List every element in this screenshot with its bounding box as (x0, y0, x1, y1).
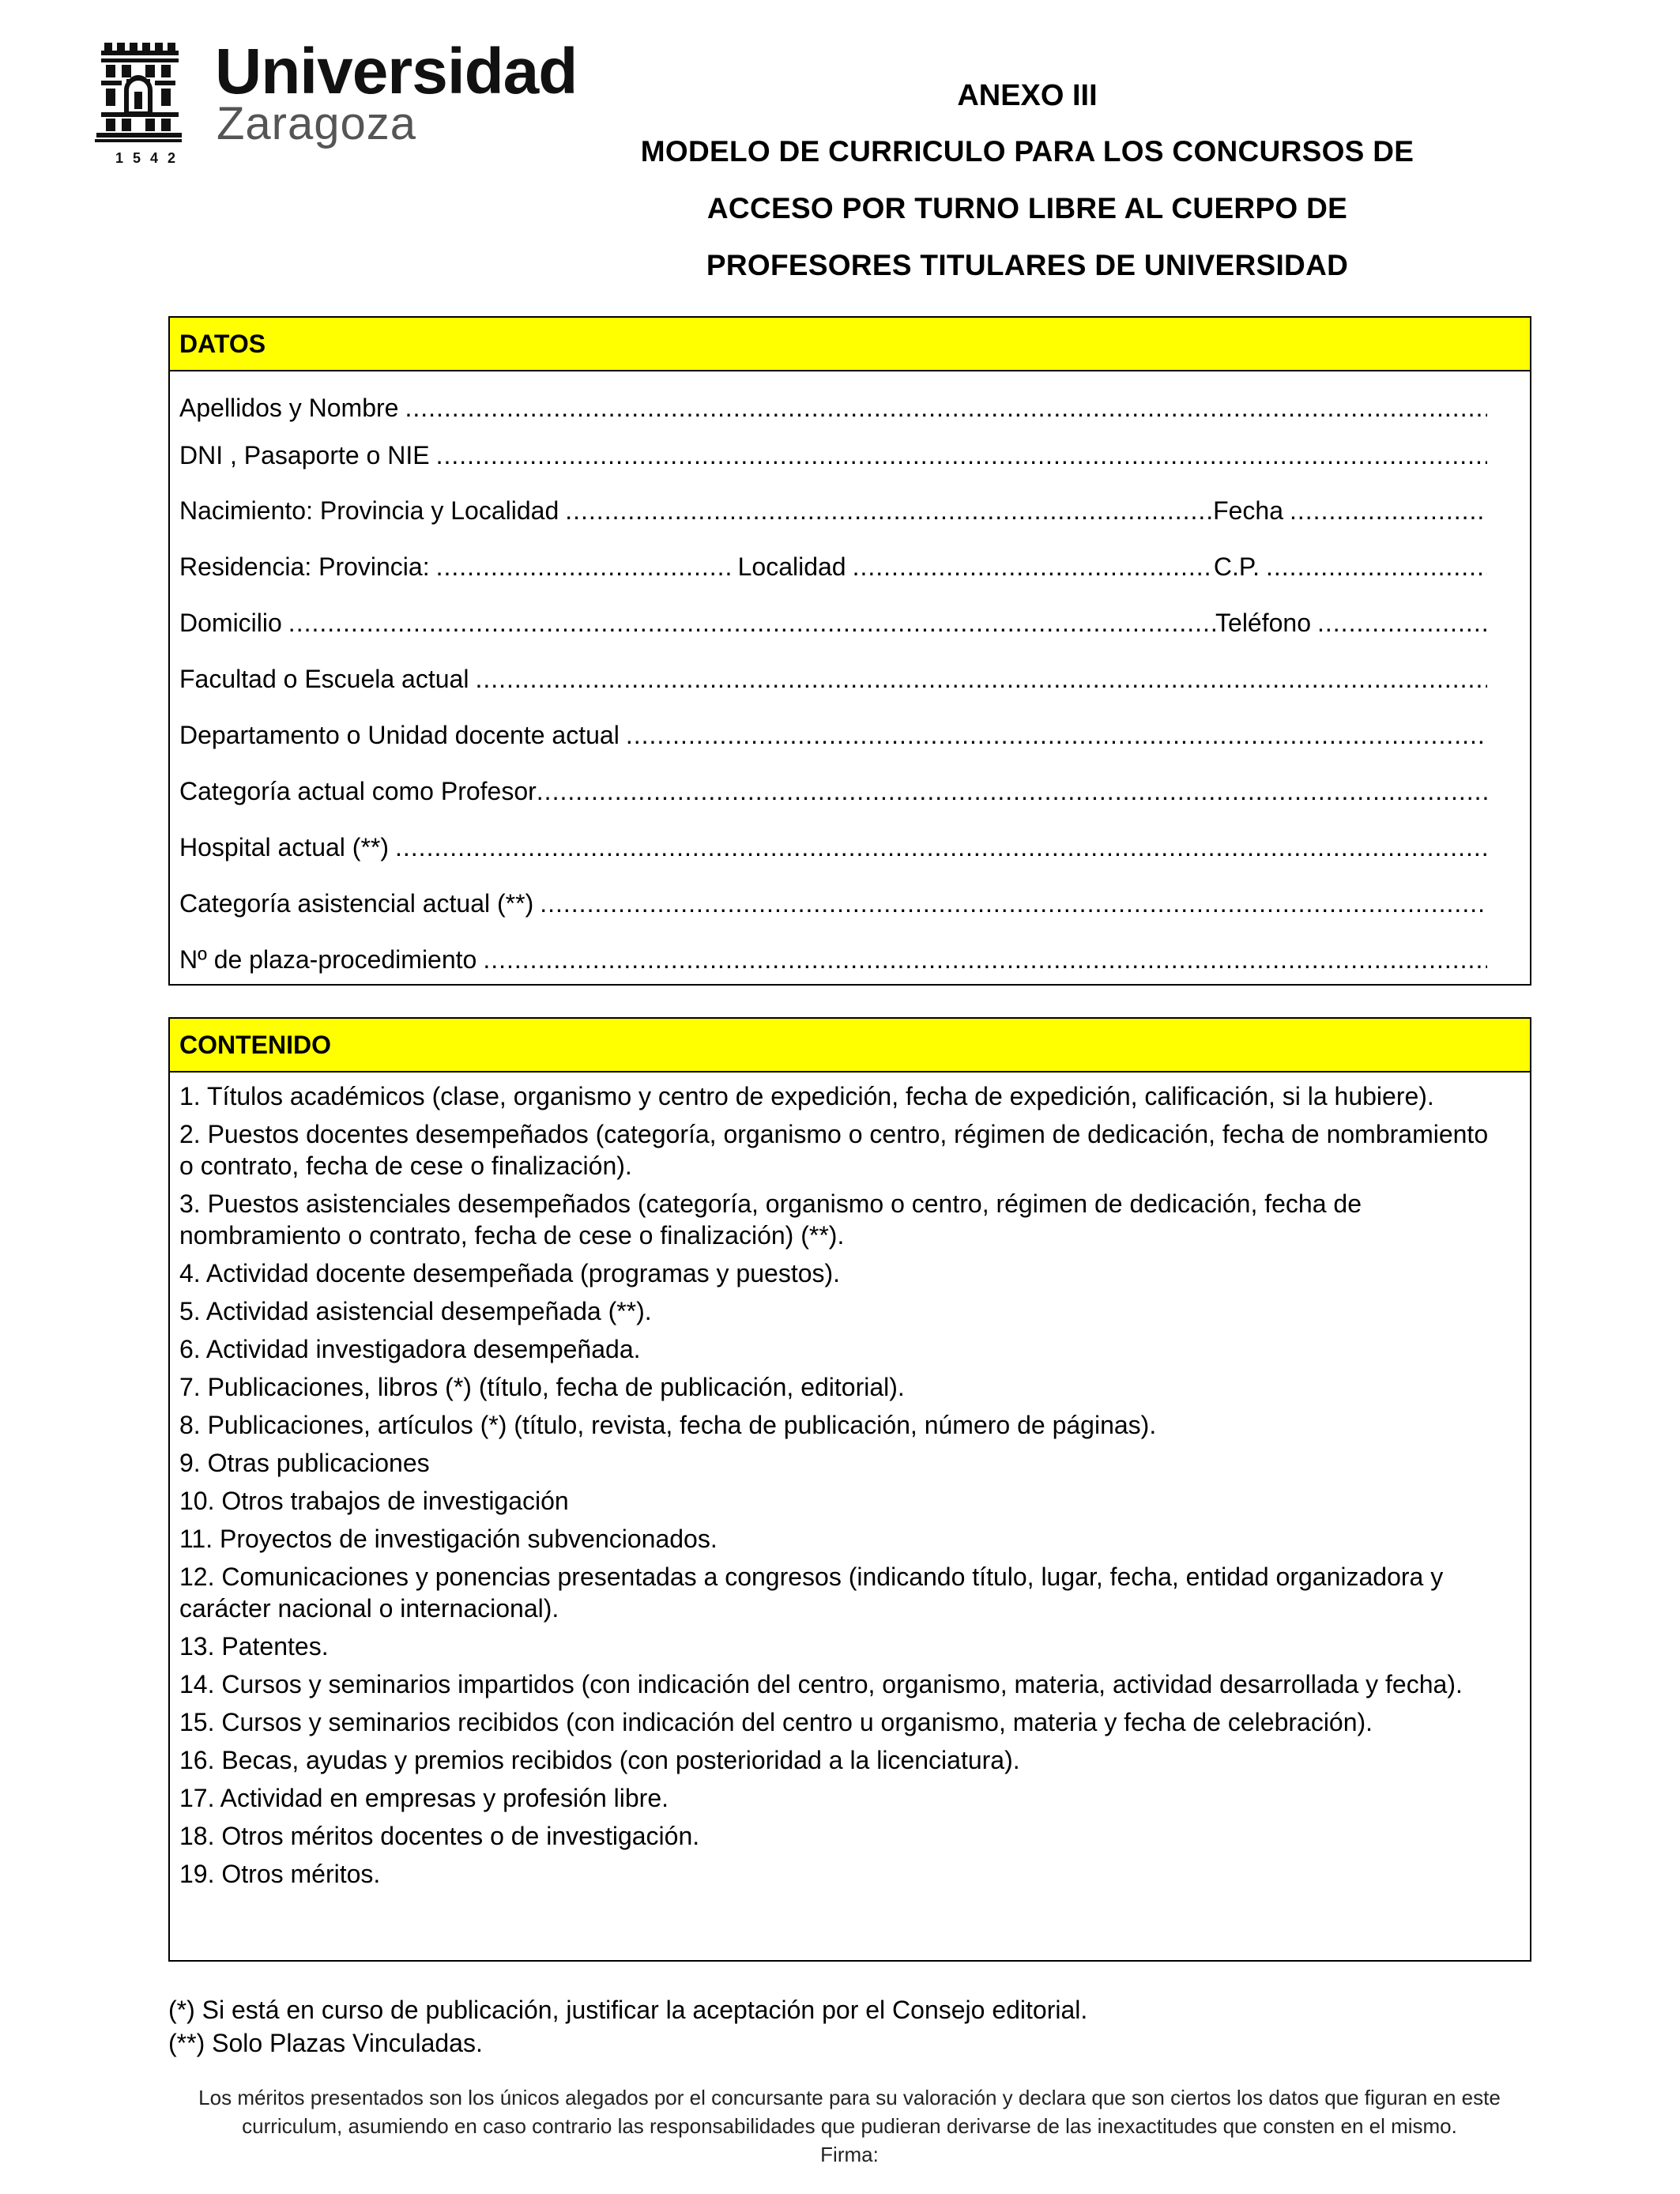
header-line: MODELO DE CURRICULO PARA LOS CONCURSOS DE (640, 135, 1414, 168)
list-item: 11. Proyectos de investigación subvencionados. (179, 1525, 718, 1553)
domicilio-field[interactable] (179, 607, 1487, 639)
field-label: Nacimiento: Provincia y Localidad (179, 496, 559, 525)
field-label: Residencia: Provincia: (179, 552, 430, 581)
categoria-field[interactable] (179, 775, 1487, 807)
contenido-list (179, 1080, 1506, 1896)
fill-line (853, 551, 1214, 582)
field-label: Localidad (737, 552, 846, 581)
list-item: 4. Actividad docente desempeñada (programas y puestos). (179, 1259, 841, 1287)
field-label: Hospital actual (**) (179, 833, 389, 861)
fill-line (436, 551, 730, 582)
header-line: ACCESO POR TURNO LIBRE AL CUERPO DE (706, 192, 1348, 224)
apellidos-nombre-field[interactable] (179, 392, 1487, 424)
document-header (553, 73, 1501, 294)
logo-year: 1542 (115, 150, 186, 166)
departamento-field[interactable] (179, 719, 1487, 751)
list-item: 19. Otros méritos. (179, 1860, 381, 1888)
field-label: Categoría actual como Profesor (179, 777, 537, 805)
logo-city: Zaragoza (217, 98, 417, 149)
legal-declaration (158, 2083, 1541, 2169)
list-item: 1. Títulos académicos (clase, organismo y centro de expedición, fecha de expedición, calificación, si la hubiere). (179, 1082, 1434, 1110)
datos-heading: DATOS (170, 318, 1530, 371)
contenido-section (168, 1017, 1531, 1962)
fill-line (626, 719, 1487, 751)
fill-line (1317, 607, 1487, 639)
list-item: 7. Publicaciones, libros (*) (título, fecha de publicación, editorial). (179, 1373, 905, 1401)
datos-section (168, 316, 1531, 986)
fill-line (537, 775, 1487, 807)
university-tower-emblem-icon (95, 40, 182, 146)
list-item: 17. Actividad en empresas y profesión libre. (179, 1784, 669, 1812)
dni-field[interactable] (179, 439, 1487, 471)
footnote-publication: (*) Si está en curso de publicación, justificar la aceptación por el Consejo editorial. (168, 1996, 1088, 2024)
fill-line (395, 831, 1487, 863)
fill-line (288, 607, 1215, 639)
plaza-procedimiento-field[interactable] (179, 944, 1487, 975)
list-item: 3. Puestos asistenciales desempeñados (categoría, organismo o centro, régimen de dedicación, fecha de nombramiento o contrato, fecha de cese o finalización) (**). (179, 1189, 1362, 1250)
signature-label: Firma: (820, 2143, 879, 2166)
field-label: Fecha (1213, 496, 1283, 525)
field-label: Domicilio (179, 609, 282, 637)
declaration-text: Los méritos presentados son los únicos alegados por el concursante para su valoración y declara que son ciertos los datos que figuran en este curriculum, asumiendo en caso contrario las responsabilidades que pudieran derivarse de las inexactitudes que consten en el mismo. (198, 2086, 1501, 2138)
contenido-heading: CONTENIDO (170, 1019, 1530, 1072)
nacimiento-field[interactable] (179, 495, 1487, 526)
fill-line (405, 392, 1487, 424)
list-item: 15. Cursos y seminarios recibidos (con indicación del centro u organismo, materia y fecha de celebración). (179, 1708, 1373, 1736)
list-item: 16. Becas, ayudas y premios recibidos (con posterioridad a la licenciatura). (179, 1746, 1020, 1774)
fill-line (1290, 495, 1487, 526)
fill-line (475, 663, 1487, 695)
footnote-plazas: (**) Solo Plazas Vinculadas. (168, 2029, 483, 2057)
list-item: 18. Otros méritos docentes o de investigación. (179, 1822, 700, 1850)
field-label: Facultad o Escuela actual (179, 665, 469, 693)
field-label: Categoría asistencial actual (**) (179, 889, 534, 918)
list-item: 5. Actividad asistencial desempeñada (**). (179, 1297, 652, 1325)
field-label: Apellidos y Nombre (179, 394, 399, 422)
header-line: PROFESORES TITULARES DE UNIVERSIDAD (706, 249, 1349, 281)
field-label: Departamento o Unidad docente actual (179, 721, 620, 749)
footnotes (168, 1993, 1087, 2060)
annex-title: ANEXO III (957, 79, 1098, 112)
fill-line (540, 888, 1487, 919)
fill-line (436, 439, 1487, 471)
list-item: 8. Publicaciones, artículos (*) (título, revista, fecha de publicación, número de páginas). (179, 1411, 1157, 1439)
residencia-field[interactable] (179, 551, 1487, 582)
fill-line (1266, 551, 1487, 582)
field-label: DNI , Pasaporte o NIE (179, 441, 430, 469)
university-logo (95, 36, 578, 174)
field-label: Nº de plaza-procedimiento (179, 945, 477, 974)
categoria-asistencial-field[interactable] (179, 888, 1487, 919)
field-label: C.P. (1213, 552, 1260, 581)
list-item: 14. Cursos y seminarios impartidos (con indicación del centro, organismo, materia, actividad desarrollada y fecha). (179, 1670, 1463, 1698)
list-item: 2. Puestos docentes desempeñados (categoría, organismo o centro, régimen de dedicación, fecha de nombramiento o contrato, fecha de cese o finalización). (179, 1120, 1489, 1180)
list-item: 13. Patentes. (179, 1632, 329, 1661)
fill-line (483, 944, 1487, 975)
list-item: 6. Actividad investigadora desempeñada. (179, 1335, 641, 1363)
list-item: 12. Comunicaciones y ponencias presentadas a congresos (indicando título, lugar, fecha, entidad organizadora y carácter nacional o internacional). (179, 1563, 1444, 1623)
list-item: 10. Otros trabajos de investigación (179, 1487, 569, 1515)
list-item: 9. Otras publicaciones (179, 1449, 430, 1477)
field-label: Teléfono (1215, 609, 1311, 637)
hospital-field[interactable] (179, 831, 1487, 863)
logo-wordmark: Universidad (215, 36, 578, 107)
facultad-field[interactable] (179, 663, 1487, 695)
fill-line (565, 495, 1213, 526)
